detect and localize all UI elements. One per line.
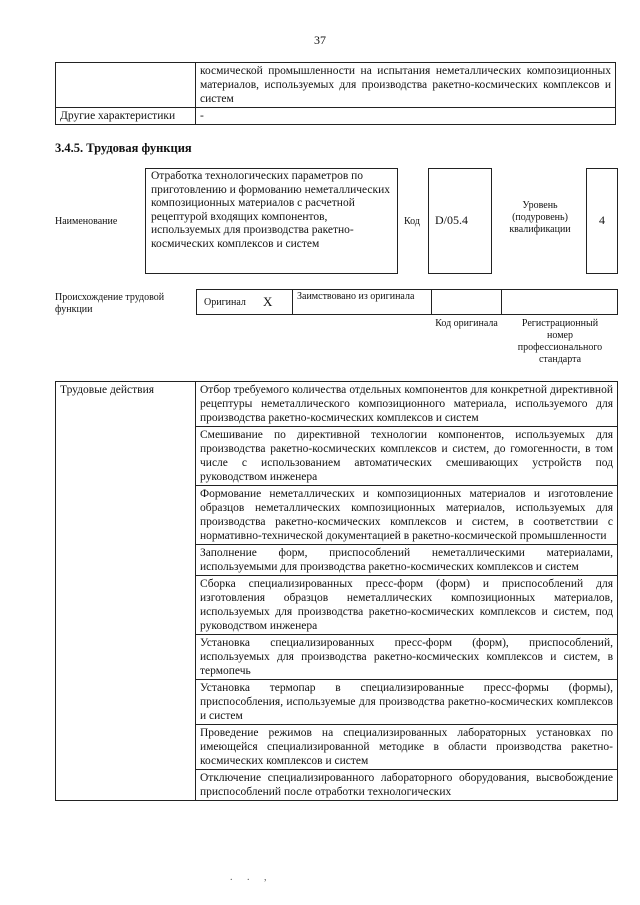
labor-action-item: Отбор требуемого количества отдельных компонентов для конкретной директивной рецептуры неметаллического композиционного материала, используемого для производства ракетно-космических комплексов и систем <box>196 382 618 427</box>
function-name-box <box>145 168 398 274</box>
code-value: D/05.4 <box>435 213 468 227</box>
original-mark: X <box>263 294 273 309</box>
original-cell <box>196 289 293 315</box>
top-table-empty-cell <box>56 63 196 108</box>
level-value: 4 <box>599 213 605 227</box>
labor-action-item: Формование неметаллических и композиционных материалов и изготовление образцов неметаллических композиционных материалов, используемых для производства ракетно-космических комплексов и систем, в соответствии с нормативно-технической документацией в ракетно-космической промышленности <box>196 486 618 545</box>
original-label: Оригинал <box>204 297 246 308</box>
code-box <box>428 168 492 274</box>
top-table-continuation-text: космической промышленности на испытания неметаллических композиционных материалов, используемых для производства ракетно-космических комплексов и систем <box>196 63 616 108</box>
regnum-caption: Регистрационный номер профессионального стандарта <box>517 318 603 365</box>
labor-action-item: Сборка специализированных пресс-форм (форм) и приспособлений для изготовления образцов неметаллических композиционных материалов, используемых для производства ракетно-космических комплексов и систем, под руководством инженера <box>196 576 618 635</box>
name-label: Наименование <box>55 216 118 227</box>
original-code-cell <box>431 289 502 315</box>
labor-action-item: Проведение режимов на специализированных лабораторных установках по имеющейся специализированной методике в области производства ракетно-космических комплексов и систем <box>196 725 618 770</box>
borrowed-cell <box>292 289 432 315</box>
labor-actions-label: Трудовые действия <box>56 382 196 801</box>
labor-actions-table <box>55 381 618 801</box>
borrowed-label: Заимствовано из оригинала <box>297 291 415 302</box>
other-characteristics-value: - <box>196 108 616 125</box>
other-characteristics-label: Другие характеристики <box>56 108 196 125</box>
page-number: 37 <box>314 33 326 47</box>
labor-action-item: Установка специализированных пресс-форм (форм), приспособлений, используемых для производства ракетно-космических комплексов и систем, в термопечь <box>196 635 618 680</box>
labor-action-item: Заполнение форм, приспособлений неметаллическими материалами, используемыми для производства ракетно-космических комплексов и систем <box>196 545 618 576</box>
code-label: Код <box>404 216 420 227</box>
labor-action-item: Смешивание по директивной технологии компонентов, используемых для производства ракетно-космических комплексов и систем, до гомогенности, в том числе с использованием автоматических смешивающих устройств под руководством инженера <box>196 427 618 486</box>
previous-function-table <box>55 62 616 125</box>
level-box <box>586 168 618 274</box>
code-caption: Код оригинала <box>435 318 498 329</box>
labor-action-item: Отключение специализированного лабораторного оборудования, высвобождение приспособлений после отработки технологических <box>196 770 618 801</box>
labor-action-item: Установка термопар в специализированные пресс-формы (формы), приспособления, используемые для производства ракетно-космических комплексов и систем <box>196 680 618 725</box>
origin-label: Происхождение трудовой функции <box>55 292 165 315</box>
registration-number-cell <box>501 289 618 315</box>
level-label: Уровень (подуровень) квалификации <box>509 200 571 235</box>
section-title: 3.4.5. Трудовая функция <box>55 141 192 155</box>
footer-marks: . . , <box>230 872 273 883</box>
function-name-text: Отработка технологических параметров по приготовлению и формованию неметаллических композиционных материалов с расчетной рецептурой входящих компонентов, используемых для производства ракетно-космических комплексов и систем <box>151 170 391 250</box>
